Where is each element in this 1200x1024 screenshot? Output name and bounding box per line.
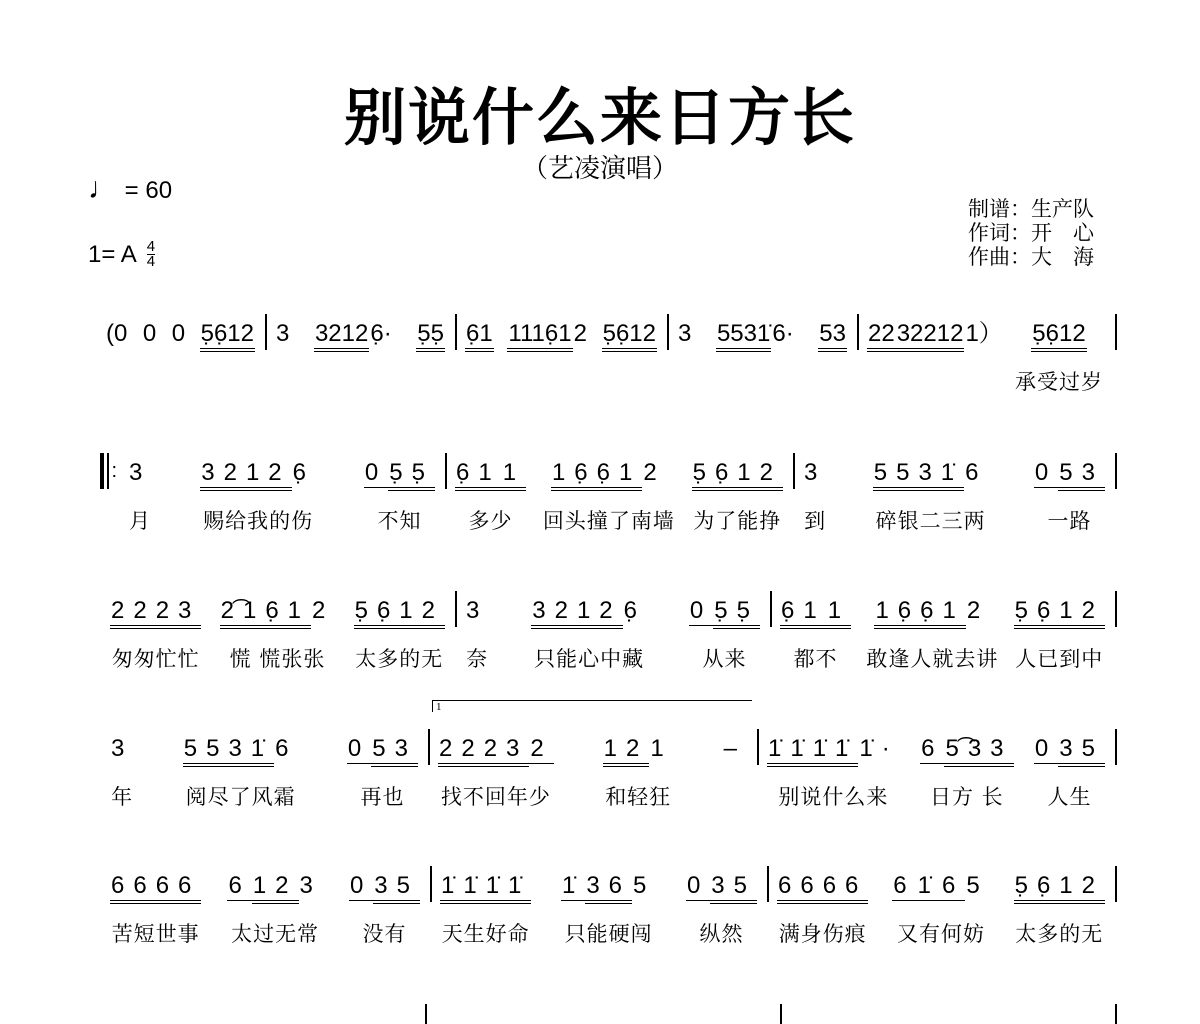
beat <box>183 735 299 811</box>
note: 0 <box>1034 735 1058 762</box>
beat <box>455 459 526 535</box>
credit-arranger: 制谱：生产队 <box>968 197 1094 221</box>
note: 0 <box>347 735 371 762</box>
credit-composer: 作曲：大 海 <box>968 245 1094 269</box>
measure <box>793 459 1115 539</box>
note: 5531̇ <box>716 320 771 352</box>
measure <box>757 735 1115 815</box>
lyric: 再也 <box>360 785 405 809</box>
beat <box>110 735 134 811</box>
measure <box>118 459 445 539</box>
lyric: 匆匆忙忙 <box>111 647 200 671</box>
barline <box>1115 1004 1117 1024</box>
lyric: 年 <box>111 785 134 809</box>
lyric <box>113 366 121 390</box>
key-text: 1= A <box>88 240 137 268</box>
beat <box>142 320 157 390</box>
note: 0 <box>364 459 388 486</box>
note: 0 <box>686 872 710 899</box>
note-group <box>677 320 692 360</box>
note: 16̣6̣1 <box>874 597 965 629</box>
barline <box>1115 729 1117 765</box>
note-group <box>200 459 316 499</box>
lyric <box>175 366 183 390</box>
note-group <box>105 320 128 360</box>
beat <box>275 320 290 390</box>
note: 6̣· <box>370 320 392 347</box>
lyric: 又有何妨 <box>897 922 985 946</box>
note: 5̣6̣12 <box>354 597 445 629</box>
lyric: 奈 <box>466 647 489 671</box>
note-group <box>603 735 674 775</box>
beat <box>171 320 186 390</box>
note: 5̣5̣ <box>416 320 445 352</box>
note-group <box>347 735 418 775</box>
note: – <box>723 735 746 762</box>
lyric: 别说什么来 <box>778 785 889 809</box>
note: 2 <box>966 597 990 624</box>
note: 1 <box>502 459 526 491</box>
note: 6̣ <box>292 459 316 486</box>
note-group <box>438 735 554 775</box>
note: 0 <box>142 320 157 347</box>
note: 5͡33 <box>944 735 1013 767</box>
score-row <box>0 320 1200 400</box>
beat <box>349 872 420 948</box>
beat <box>416 320 445 390</box>
lyric: 人已到中 <box>1015 647 1104 671</box>
measure <box>445 459 793 539</box>
note-group <box>110 735 134 775</box>
beat <box>692 459 783 535</box>
note-group <box>314 320 393 360</box>
measure <box>428 735 757 815</box>
note-group <box>602 320 657 360</box>
measure <box>455 320 667 400</box>
note: 22 <box>867 320 896 352</box>
note-group <box>227 872 322 912</box>
note: 5 <box>966 872 989 899</box>
note-group <box>867 320 896 360</box>
note: 6 <box>942 872 965 899</box>
beat <box>465 597 489 673</box>
beat <box>543 459 675 535</box>
note-group <box>142 320 157 360</box>
lyric <box>681 366 689 390</box>
beat <box>777 872 868 948</box>
note-group <box>692 459 783 499</box>
beat <box>892 872 989 948</box>
beat <box>686 872 757 948</box>
beat <box>920 735 1013 811</box>
note: 6 <box>893 872 916 899</box>
beat <box>364 459 435 535</box>
note: 32212 <box>896 320 965 352</box>
note: 0 <box>1034 459 1058 486</box>
lyric: 碎银二三两 <box>875 509 986 533</box>
note: 5531̇ <box>183 735 274 767</box>
credits <box>968 197 1094 269</box>
note: 6 <box>965 459 988 486</box>
tempo-value: = 60 <box>124 177 173 204</box>
note: 53 <box>371 735 418 767</box>
note: 6666 <box>110 872 201 904</box>
measure <box>100 597 455 677</box>
note: 6̣ <box>623 597 647 624</box>
lyric: 只能心中藏 <box>534 647 645 671</box>
note: 5̣6̣12 <box>692 459 783 491</box>
lyric <box>829 366 837 390</box>
note-group <box>110 872 201 912</box>
score-row <box>0 735 1200 815</box>
note-group <box>507 320 588 360</box>
barline <box>1115 866 1117 902</box>
note: 1̇ <box>917 872 940 899</box>
lyric: 人生 <box>1047 785 1092 809</box>
note: 6̣1 <box>465 320 494 352</box>
beat <box>220 597 336 673</box>
barline <box>1115 453 1117 489</box>
volta-bracket-1: 1 <box>432 700 752 712</box>
note-group <box>818 320 847 360</box>
note: 3212 <box>531 597 622 629</box>
beat <box>603 735 674 811</box>
note-group <box>531 597 647 637</box>
note: 2 <box>530 735 553 762</box>
lyric: 慌 慌张张 <box>229 647 326 671</box>
beat <box>866 597 998 673</box>
beat <box>780 597 851 673</box>
lyric: 多少 <box>468 509 513 533</box>
note-group <box>561 872 656 912</box>
lyric <box>223 366 231 390</box>
note: 2 <box>573 320 587 347</box>
lyric: 赐给我的伤 <box>203 509 314 533</box>
lyric: 没有 <box>362 922 407 946</box>
note: 0 <box>171 320 186 347</box>
song-title: 别说什么来日方长 <box>343 81 856 154</box>
note: 5̣6̣12 <box>1014 872 1105 904</box>
score-row <box>0 872 1200 952</box>
note-group <box>689 597 760 637</box>
note-group <box>874 597 990 637</box>
beat <box>440 872 531 948</box>
note: 2 <box>312 597 335 624</box>
barline <box>1115 314 1117 350</box>
note-group <box>1034 735 1105 775</box>
lyric: 月 <box>129 509 152 533</box>
note: 1 <box>650 735 673 762</box>
measure <box>455 597 770 677</box>
measure <box>95 320 265 400</box>
beat <box>602 320 657 390</box>
quarter-note-icon: ♩ <box>88 172 118 205</box>
note: 3 <box>129 459 152 486</box>
beat <box>677 320 692 390</box>
note: 1̇· <box>859 735 899 762</box>
lyric: 只能硬闯 <box>564 922 653 946</box>
note: 3 <box>804 459 827 486</box>
note-group <box>220 597 336 637</box>
note: 0 <box>349 872 373 899</box>
lyric: 为了能挣 <box>693 509 782 533</box>
note: 53 <box>1058 459 1105 491</box>
score-row <box>0 459 1200 539</box>
note: 3 <box>111 735 134 762</box>
lyric: 太多的无 <box>1015 922 1104 946</box>
note: 6· <box>772 320 794 347</box>
note: 36 <box>585 872 632 904</box>
note: 3 <box>299 872 322 899</box>
note: 3212 <box>200 459 291 491</box>
beat <box>1015 320 1103 396</box>
note: 5̣6̣12 <box>1031 320 1086 352</box>
note: 5531̇ <box>873 459 964 491</box>
beat <box>767 735 900 811</box>
note-group <box>780 597 851 637</box>
lyric <box>279 366 287 390</box>
note-group <box>686 872 757 912</box>
note-group <box>873 459 989 499</box>
note-group <box>1014 872 1105 912</box>
measure <box>857 320 1005 400</box>
note-group <box>1014 597 1105 637</box>
note: 2 <box>643 459 666 486</box>
lyric <box>146 366 154 390</box>
performer-subtitle: （艺凌演唱） <box>521 154 678 184</box>
note: 6666 <box>777 872 868 904</box>
note-group <box>767 735 900 775</box>
note-group <box>892 872 989 912</box>
barline <box>780 1004 782 1024</box>
note: 2͡16̣1 <box>220 597 311 629</box>
beat <box>1014 872 1105 948</box>
note-group <box>128 459 152 499</box>
beat <box>200 459 316 535</box>
beat <box>200 320 255 390</box>
measure <box>100 735 428 815</box>
note: 5̣5̣ <box>713 597 760 629</box>
measure <box>1005 320 1115 400</box>
note: 6 <box>228 872 251 899</box>
lyric <box>751 366 759 390</box>
note: 1̇1̇1̇1̇ <box>767 735 858 767</box>
note-group <box>777 872 868 912</box>
note: 12 <box>603 735 650 767</box>
beat <box>1034 735 1105 811</box>
lyric: 满身伤痕 <box>778 922 867 946</box>
note: 3 <box>678 320 692 347</box>
beat <box>873 459 989 535</box>
note: 1 <box>827 597 851 629</box>
lyric: 找不回年少 <box>440 785 551 809</box>
beat <box>314 320 393 390</box>
barline <box>1115 591 1117 627</box>
note-group <box>440 872 531 912</box>
note-group <box>551 459 667 499</box>
lyric <box>625 366 633 390</box>
note: 35 <box>1058 735 1105 767</box>
note: 5̣6̣12 <box>602 320 657 352</box>
note-group <box>723 735 747 775</box>
measure <box>100 872 430 952</box>
note: 12 <box>252 872 299 904</box>
note-group <box>110 597 201 637</box>
lyric: 从来 <box>702 647 747 671</box>
beat <box>110 872 201 948</box>
note: 1） <box>965 320 1003 347</box>
beat <box>110 597 201 673</box>
note-group <box>183 735 299 775</box>
note: 6 <box>921 735 944 762</box>
lyric: 纵然 <box>699 922 744 946</box>
measure <box>770 597 1115 677</box>
beat <box>465 320 494 390</box>
measure <box>667 320 857 400</box>
lyric: 到 <box>804 509 827 533</box>
lyric: 敢逢人就去讲 <box>866 647 999 671</box>
beat <box>105 320 128 390</box>
note: 53 <box>818 320 847 352</box>
lyric: 阅尽了风霜 <box>185 785 296 809</box>
lyric: 不知 <box>377 509 422 533</box>
note-group <box>455 459 526 499</box>
measure <box>430 872 767 952</box>
note: (0 <box>106 320 128 347</box>
lyric: 苦短世事 <box>111 922 200 946</box>
note: 5̣5̣ <box>388 459 435 491</box>
beat <box>561 872 656 948</box>
lyric: 天生好命 <box>441 922 530 946</box>
note: 16̣6̣1 <box>551 459 642 491</box>
beat <box>723 735 747 805</box>
note-group <box>349 872 420 912</box>
note-group <box>716 320 795 360</box>
beat <box>354 597 445 673</box>
note-group <box>171 320 186 360</box>
note: 5̣6̣12 <box>1014 597 1105 629</box>
lyric: 一路 <box>1047 509 1092 533</box>
lyric <box>427 366 435 390</box>
note-group <box>1031 320 1086 360</box>
beat <box>227 872 322 948</box>
beat <box>507 320 588 390</box>
time-bottom: 4 <box>146 253 156 270</box>
beat <box>689 597 760 673</box>
lyric <box>349 366 357 390</box>
note: 2223 <box>438 735 529 767</box>
repeat-start-sign: : <box>100 453 117 489</box>
beat <box>438 735 554 811</box>
lyric: 承受过岁 <box>1015 370 1103 394</box>
note: 0 <box>689 597 713 624</box>
note-group <box>896 320 1004 360</box>
lyric: 都不 <box>793 647 838 671</box>
measure <box>767 872 1115 952</box>
note: 5̣6̣12 <box>200 320 255 352</box>
note: 5 <box>633 872 656 899</box>
key-signature <box>88 240 155 269</box>
note: 6 <box>275 735 298 762</box>
beat <box>867 320 896 390</box>
note: 2223 <box>110 597 201 629</box>
beat <box>716 320 795 390</box>
beat <box>1034 459 1105 535</box>
note: 1116̣1 <box>507 320 572 352</box>
lyric <box>731 781 739 805</box>
note: 6̣1 <box>780 597 827 629</box>
note: 3 <box>466 597 489 624</box>
lyric: 太过无常 <box>231 922 320 946</box>
note-group <box>200 320 255 360</box>
note-group <box>920 735 1013 775</box>
barline <box>425 1004 427 1024</box>
lyric <box>544 366 552 390</box>
measure <box>265 320 455 400</box>
lyric <box>476 366 484 390</box>
note-group <box>416 320 445 360</box>
note-group <box>364 459 435 499</box>
score-row <box>0 597 1200 677</box>
credit-lyricist: 作词：开 心 <box>968 221 1094 245</box>
lyric <box>878 366 886 390</box>
beat <box>128 459 152 535</box>
lyric <box>946 366 954 390</box>
beat <box>1014 597 1105 673</box>
beat <box>803 459 827 535</box>
lyric: 和轻狂 <box>605 785 672 809</box>
note-group <box>354 597 445 637</box>
note: 6̣1 <box>455 459 502 491</box>
note-group <box>275 320 290 360</box>
beat <box>531 597 647 673</box>
lyric: 太多的无 <box>355 647 444 671</box>
time-signature <box>147 240 155 269</box>
tempo-marking <box>88 172 172 206</box>
note-group <box>1034 459 1105 499</box>
note: 3212 <box>314 320 369 352</box>
note-group <box>465 597 489 637</box>
note-group <box>465 320 494 360</box>
note: 3 <box>276 320 290 347</box>
lyric: 日方 长 <box>929 785 1004 809</box>
note: 35 <box>373 872 420 904</box>
beat <box>818 320 847 390</box>
note: 1̇ <box>561 872 585 899</box>
note: 35 <box>710 872 757 904</box>
lyric: 回头撞了南墙 <box>542 509 675 533</box>
beat <box>896 320 1004 390</box>
note: 1̇1̇1̇1̇ <box>440 872 531 904</box>
beat <box>347 735 418 811</box>
time-top: 4 <box>146 238 156 255</box>
note-group <box>803 459 827 499</box>
